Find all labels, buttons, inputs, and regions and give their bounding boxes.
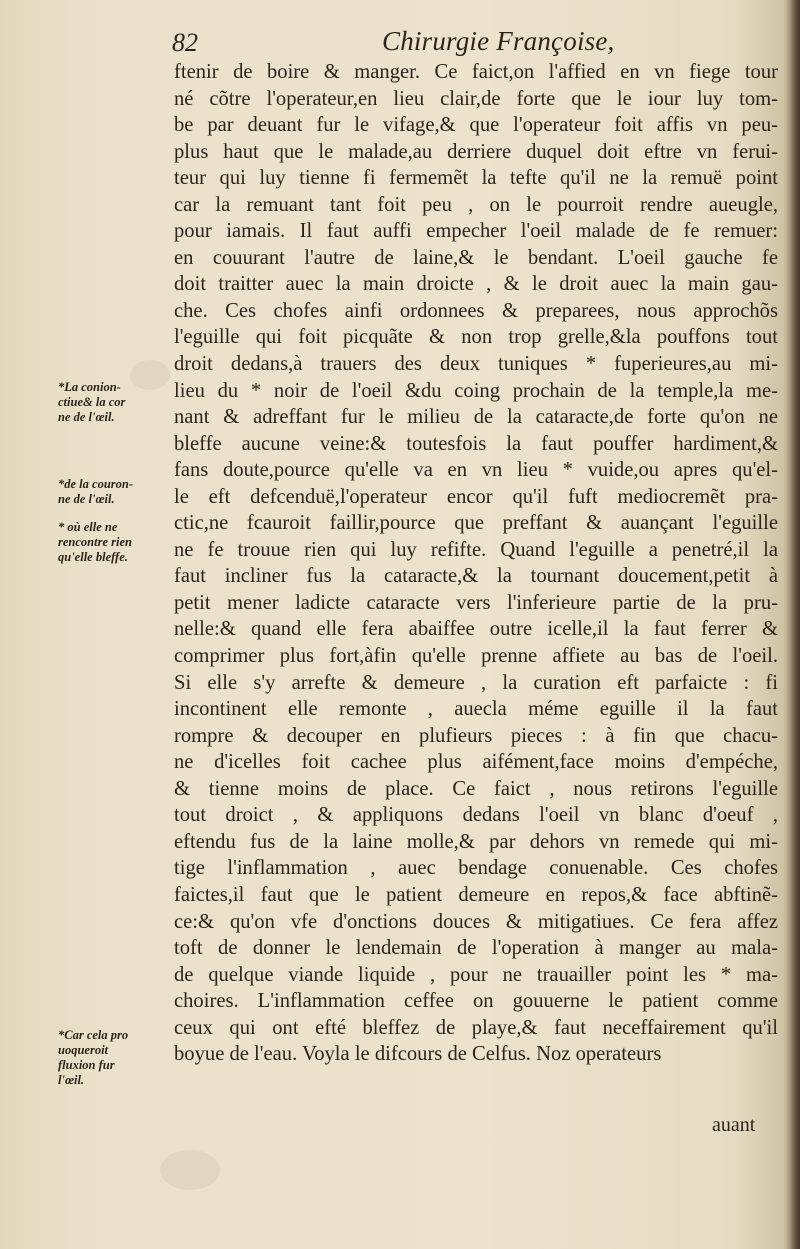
text-line: ce:& qu'on vfe d'onctions douces & mitigatiues. Ce fera affez (174, 910, 778, 933)
text-line: teur qui luy tienne fi fermemẽt la tefte qu'il ne la remuë point (174, 167, 778, 190)
text-line: boyue de l'eau. Voyla le difcours de Celfus. Noz operateurs (174, 1043, 662, 1066)
margin-note-line: fluxion fur (58, 1058, 115, 1072)
text-line: en couurant l'autre de laine,& le bendant. L'oeil gauche fe (174, 246, 778, 269)
text-line: bleffe aucune veine:& toutesfois la faut pouffer hardiment,& (174, 432, 778, 455)
text-line: fans doute,pource qu'elle va en vn lieu * vuide,ou apres qu'el- (174, 459, 778, 482)
margin-note-line: ne de l'œil. (58, 492, 115, 506)
text-line: faut incliner fus la cataracte,& la tournant doucement,petit à (174, 565, 778, 588)
margin-note (58, 380, 170, 425)
margin-note (58, 477, 170, 507)
text-line: nant & adreffant fur le milieu de la cataracte,de forte qu'on ne (174, 406, 778, 429)
text-line: Si elle s'y arrefte & demeure , la curation eft parfaicte : fi (174, 671, 778, 694)
text-line: che. Ces chofes ainfi ordonnees & preparees, nous approchõs (174, 299, 778, 322)
text-line: pour iamais. Il faut auffi empecher l'oeil malade de fe remuer: (174, 220, 778, 243)
margin-note (58, 1028, 170, 1088)
text-line: nelle:& quand elle fera abaiffee outre icelle,il la faut ferrer & (174, 618, 778, 641)
text-line: ne fe trouue rien qui luy refifte. Quand l'eguille a penetré,il la (174, 538, 778, 561)
text-line: plus haut que le malade,au derriere duquel doit eftre vn ferui- (174, 140, 778, 163)
catchword: auant (712, 1114, 756, 1136)
text-line: tout droict , & appliquons dedans l'oeil vn blanc d'oeuf , (174, 804, 778, 827)
margin-note-line: *Car cela pro (58, 1028, 129, 1042)
text-line: l'eguille qui foit picquãte & non trop grelle,&la pouffons tout (174, 326, 778, 349)
page-header (172, 22, 772, 62)
paper-stain (160, 1150, 220, 1190)
text-line: né cõtre l'operateur,en lieu clair,de forte que le iour luy tom- (174, 87, 778, 110)
margin-note-line: uoqueroit (58, 1043, 109, 1057)
margin-note-line: rencontre rien (58, 535, 132, 549)
margin-note-line: l'œil. (58, 1073, 85, 1087)
text-line: tige l'inflammation , auec bendage conuenable. Ces chofes (174, 857, 778, 880)
text-line: ne d'icelles foit cachee plus aifément,face moins d'empéche, (174, 751, 778, 774)
text-line: rompre & decouper en plufieurs pieces : à fin que chacu- (174, 724, 778, 747)
text-line: ctic,ne fcauroit faillir,pource que preffant & auançant l'eguille (174, 512, 778, 535)
text-line: be par deuant fur le vifage,& que l'operateur foit affis vn peu- (174, 114, 778, 137)
margin-note (58, 520, 170, 565)
text-line: & tienne moins de place. Ce faict , nous retirons l'eguille (174, 777, 778, 800)
text-line: le eft defcenduë,l'operateur encor qu'il fuft mediocremẽt pra- (174, 485, 778, 508)
page-number: 82 (172, 28, 198, 57)
text-line: doit traitter auec la main droicte , & le droit auec la main gau- (174, 273, 778, 296)
margin-note-line: *de la couron- (58, 477, 133, 491)
text-line: faictes,il faut que le patient demeure en repos,& face abftinẽ- (174, 883, 778, 906)
margin-note-line: ctiue& la cor (58, 395, 126, 409)
page-edge-shadow (790, 0, 800, 1249)
text-line: toft de donner le lendemain de l'operation à manger au mala- (174, 937, 778, 960)
margin-note-line: qu'elle bleffe. (58, 550, 128, 564)
text-line: ceux qui ont efté bleffez de playe,& faut neceffairement qu'il (174, 1016, 778, 1039)
text-line: comprimer plus fort,àfin qu'elle prenne affiete au bas de l'oeil. (174, 645, 778, 668)
text-line: choires. L'inflammation ceffee on gouuerne le patient comme (174, 990, 778, 1013)
text-line: eftendu fus de la laine molle,& par dehors vn remede qui mi- (174, 830, 778, 853)
text-line: de quelque viande liquide , pour ne trauailler point les * ma- (174, 963, 778, 986)
body-text (174, 59, 778, 1068)
margin-note-line: * où elle ne (58, 520, 118, 534)
margin-note-line: ne de l'œil. (58, 410, 115, 424)
text-line: ftenir de boire & manger. Ce faict,on l'affied en vn fiege tour (174, 61, 778, 83)
text-line: lieu du * noir de l'oeil &du coing prochain de la temple,la me- (174, 379, 778, 402)
text-line: droit dedans,à trauers des deux tuniques * fuperieures,au mi- (174, 353, 778, 376)
text-line: car la remuant tant foit peu , on le pourroit rendre aueugle, (174, 193, 778, 216)
running-head: Chirurgie Françoise, (382, 26, 615, 56)
text-line: incontinent elle remonte , auecla méme eguille il la faut (174, 698, 778, 721)
margin-note-line: *La conion- (58, 380, 121, 394)
text-line: petit mener ladicte cataracte vers l'inferieure partie de la pru- (174, 591, 778, 614)
